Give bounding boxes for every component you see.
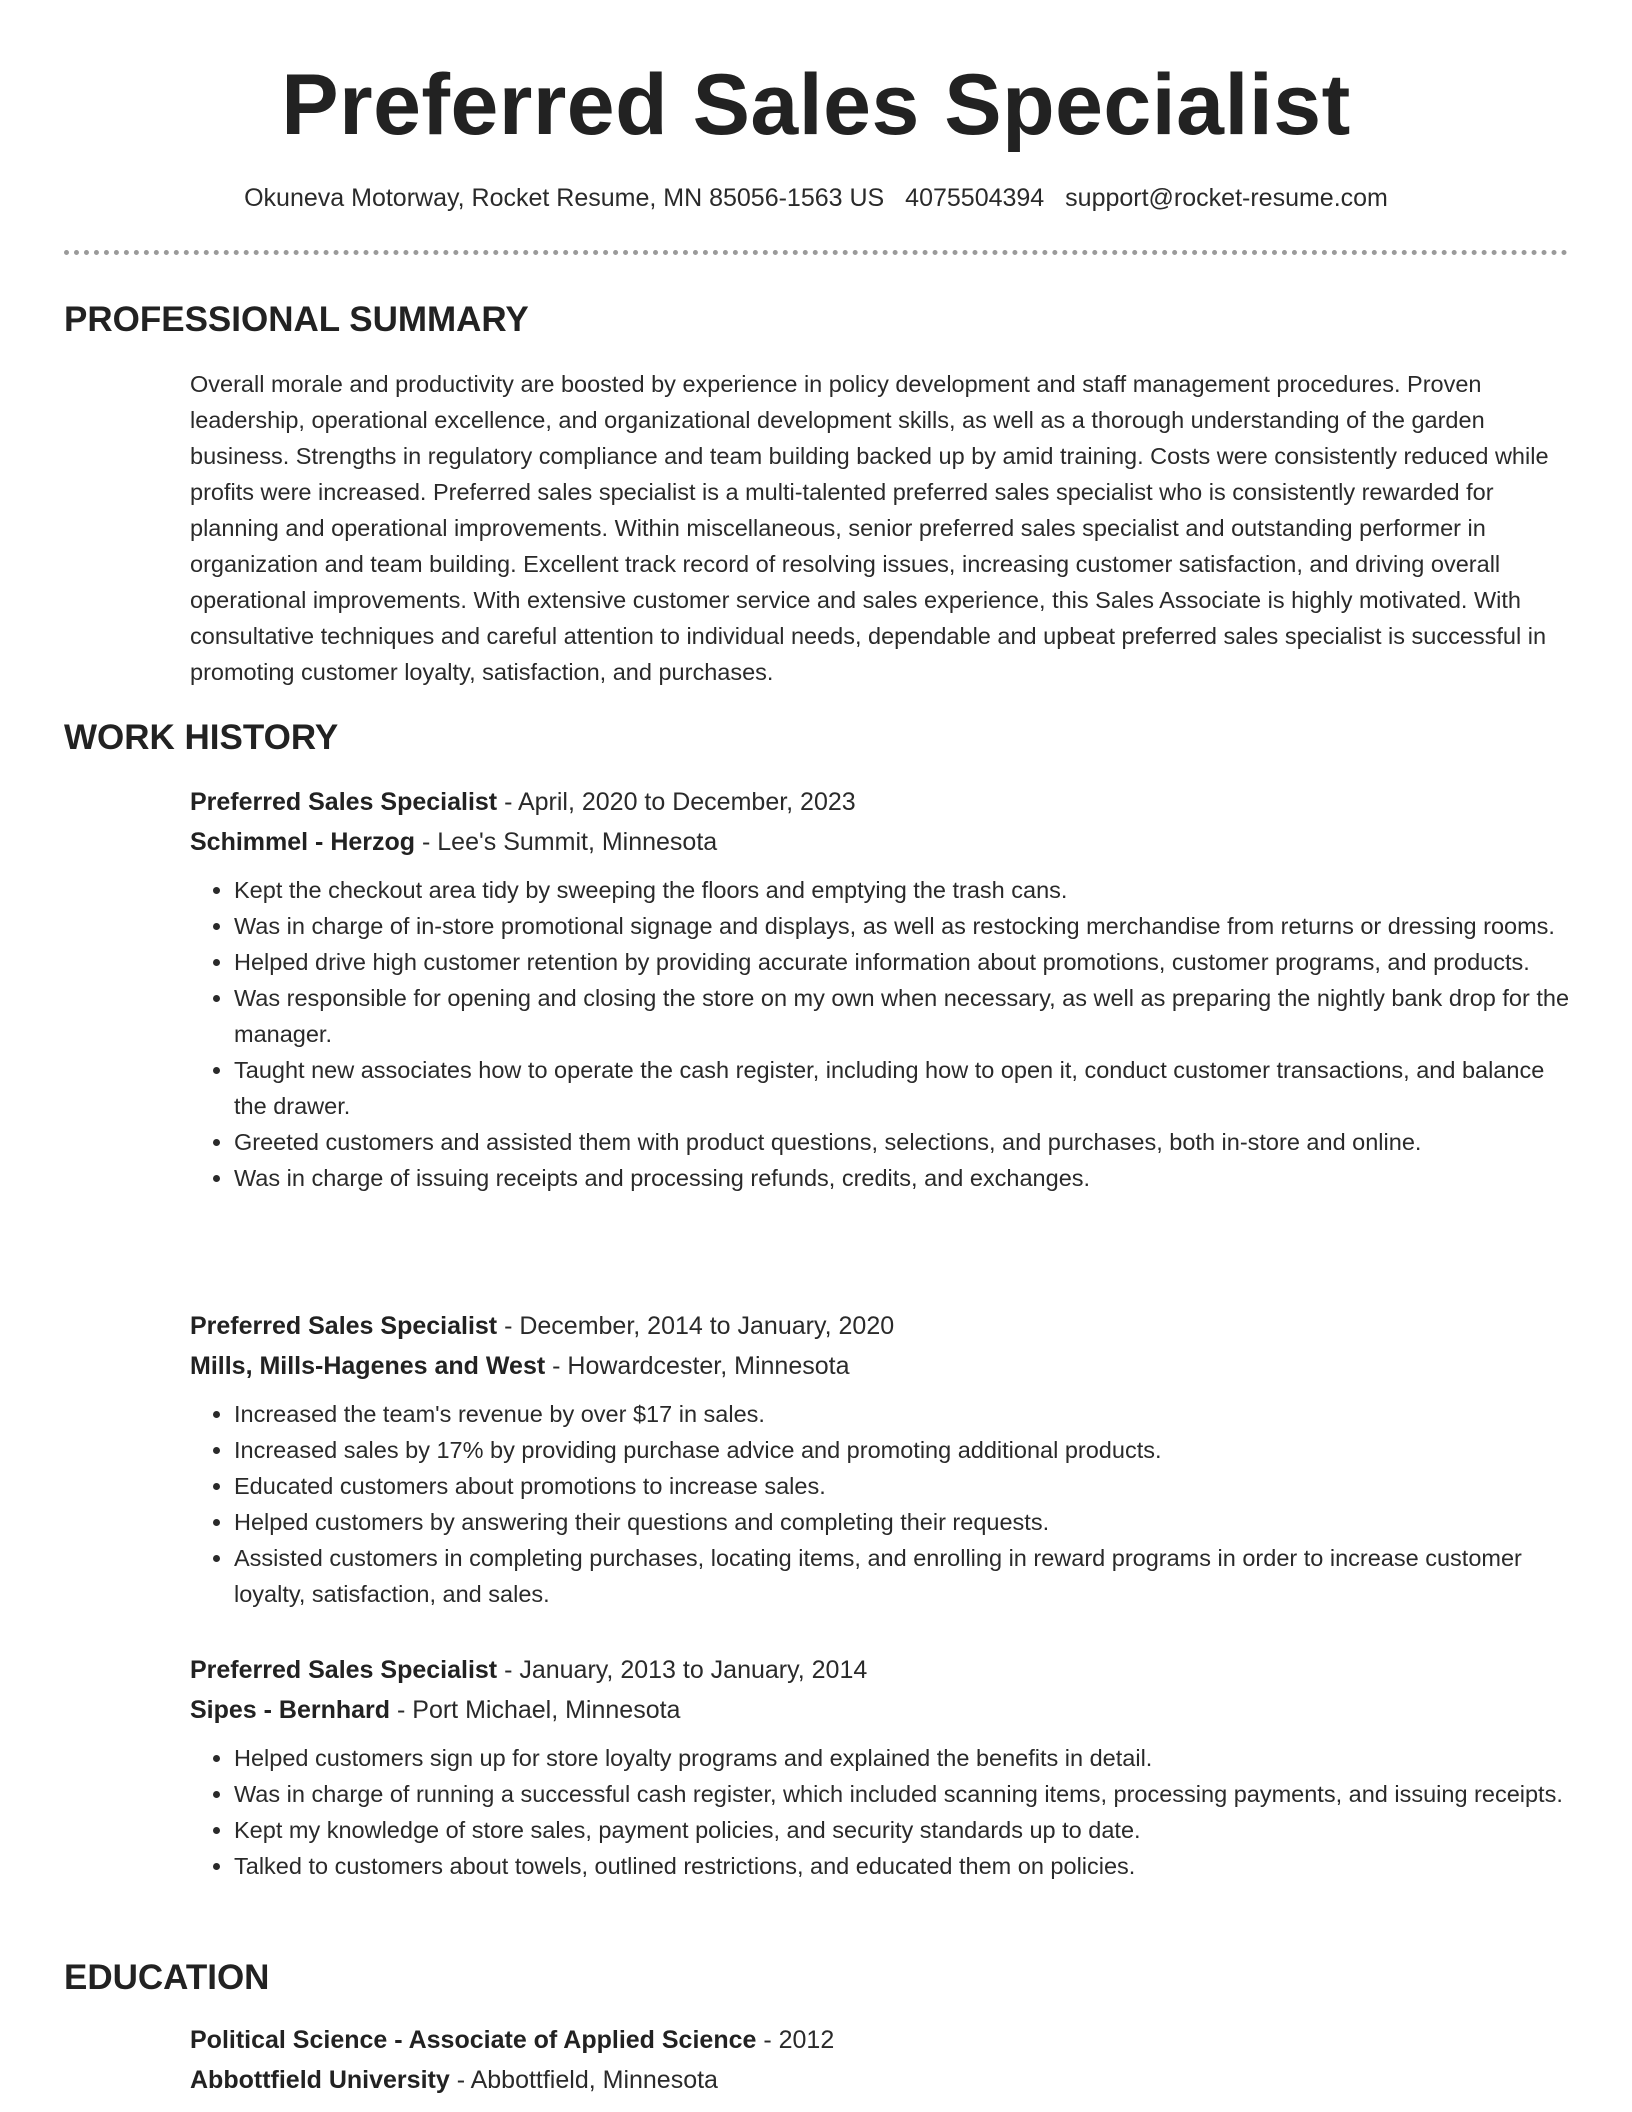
job-dates: - December, 2014 to January, 2020 xyxy=(497,1312,895,1340)
job-company: Sipes - Bernhard xyxy=(190,1696,391,1724)
section-title-summary: PROFESSIONAL SUMMARY xyxy=(64,300,529,339)
bullet-item: • Helped customers by answering their questions and completing their requests. xyxy=(234,1504,1570,1540)
education-school-line xyxy=(190,2060,1570,2100)
bullet-item: • Helped customers sign up for store loyalty programs and explained the benefits in detail. xyxy=(234,1740,1570,1776)
job-location: - Lee's Summit, Minnesota xyxy=(415,828,718,856)
bullet-item: • Increased the team's revenue by over $17 in sales. xyxy=(234,1396,1570,1432)
job-title-line xyxy=(190,1650,1570,1690)
resume-name: Preferred Sales Specialist xyxy=(281,57,1351,153)
job-location: - Howardcester, Minnesota xyxy=(545,1352,850,1380)
job-bullets xyxy=(190,872,1570,1196)
bullet-item: • Assisted customers in completing purchases, locating items, and enrolling in reward programs in order to increase customer loyalty, satisfaction, and sales. xyxy=(234,1540,1570,1612)
contact-line xyxy=(0,180,1632,216)
bullet-item: • Taught new associates how to operate the cash register, including how to open it, conduct customer transactions, and balance the drawer. xyxy=(234,1052,1570,1124)
section-title-work: WORK HISTORY xyxy=(64,718,339,757)
contact-email: support@rocket-resume.com xyxy=(1065,184,1388,212)
job-dates: - January, 2013 to January, 2014 xyxy=(497,1656,868,1684)
job-company-line xyxy=(190,822,1570,862)
job-company-line xyxy=(190,1346,1570,1386)
bullet-item: • Helped drive high customer retention by providing accurate information about promotions, customer programs, and products. xyxy=(234,944,1570,980)
bullet-item: • Educated customers about promotions to increase sales. xyxy=(234,1468,1570,1504)
summary-text: Overall morale and productivity are boosted by experience in policy development and staff management procedures. Proven leadership, operational excellence, and organizational development skills, as well as a thorough understanding of the garden business. Strengths in regulatory compliance and team building backed up by amid training. Costs were consistently reduced while profits were increased. Preferred sales specialist is a multi-talented preferred sales specialist who is consistently rewarded for planning and operational improvements. Within miscellaneous, senior preferred sales specialist and outstanding performer in organization and team building. Excellent track record of resolving issues, increasing customer satisfaction, and driving overall operational improvements. With extensive customer service and sales experience, this Sales Associate is highly motivated. With consultative techniques and careful attention to individual needs, dependable and upbeat preferred sales specialist is successful in promoting customer loyalty, satisfaction, and purchases. xyxy=(190,371,1549,685)
job-entry xyxy=(190,782,1570,1196)
job-bullets xyxy=(190,1396,1570,1612)
contact-address: Okuneva Motorway, Rocket Resume, MN 85056-1563 US xyxy=(244,184,885,212)
job-title: Preferred Sales Specialist xyxy=(190,788,498,816)
education-entry xyxy=(190,2020,1570,2100)
job-title-line xyxy=(190,782,1570,822)
job-bullets xyxy=(190,1740,1570,1884)
bullet-item: • Was in charge of running a successful cash register, which included scanning items, processing payments, and issuing receipts. xyxy=(234,1776,1570,1812)
job-entry xyxy=(190,1306,1570,1612)
education-school: Abbottfield University xyxy=(190,2066,450,2094)
job-dates: - April, 2020 to December, 2023 xyxy=(497,788,856,816)
education-year: - 2012 xyxy=(756,2026,835,2054)
bullet-item: • Talked to customers about towels, outlined restrictions, and educated them on policies. xyxy=(234,1848,1570,1884)
job-title: Preferred Sales Specialist xyxy=(190,1656,498,1684)
job-company: Mills, Mills-Hagenes and West xyxy=(190,1352,546,1380)
bullet-item: • Was in charge of issuing receipts and processing refunds, credits, and exchanges. xyxy=(234,1160,1570,1196)
job-company: Schimmel - Herzog xyxy=(190,828,416,856)
job-entry xyxy=(190,1650,1570,1884)
bullet-item: • Increased sales by 17% by providing purchase advice and promoting additional products. xyxy=(234,1432,1570,1468)
job-location: - Port Michael, Minnesota xyxy=(390,1696,681,1724)
bullet-item: • Was in charge of in-store promotional signage and displays, as well as restocking merchandise from returns or dressing rooms. xyxy=(234,908,1570,944)
bullet-item: • Greeted customers and assisted them with product questions, selections, and purchases, both in-store and online. xyxy=(234,1124,1570,1160)
header-divider xyxy=(64,250,1568,255)
job-title: Preferred Sales Specialist xyxy=(190,1312,498,1340)
bullet-item: • Kept the checkout area tidy by sweeping the floors and emptying the trash cans. xyxy=(234,872,1570,908)
education-degree: Political Science - Associate of Applied Science xyxy=(190,2026,757,2054)
job-title-line xyxy=(190,1306,1570,1346)
bullet-item: • Kept my knowledge of store sales, payment policies, and security standards up to date. xyxy=(234,1812,1570,1848)
bullet-item: • Was responsible for opening and closing the store on my own when necessary, as well as preparing the nightly bank drop for the manager. xyxy=(234,980,1570,1052)
contact-phone: 4075504394 xyxy=(905,184,1045,212)
job-company-line xyxy=(190,1690,1570,1730)
education-degree-line xyxy=(190,2020,1570,2060)
section-title-education: EDUCATION xyxy=(64,1958,270,1997)
education-location: - Abbottfield, Minnesota xyxy=(449,2066,718,2094)
